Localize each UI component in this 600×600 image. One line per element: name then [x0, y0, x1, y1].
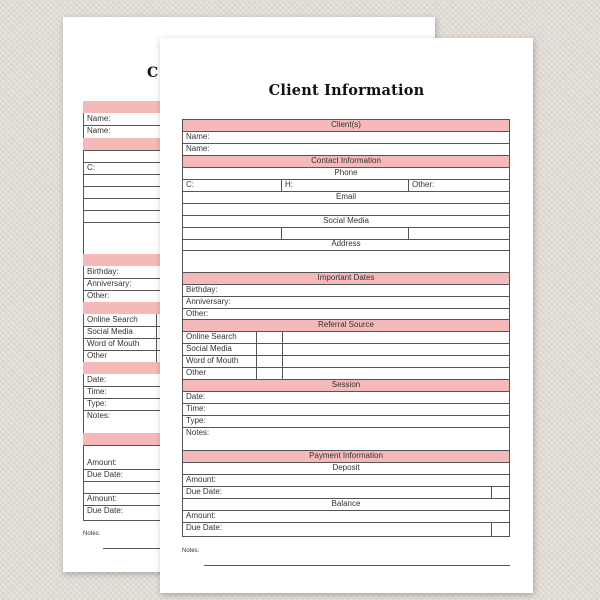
session-notes: Notes: [186, 428, 210, 437]
divider [182, 403, 510, 404]
divider [182, 131, 510, 132]
clients-header: Client(s) [331, 120, 361, 129]
session-type: Type: [186, 416, 206, 425]
birthday-field: Birthday: [186, 285, 218, 294]
divider [182, 179, 510, 180]
divider [182, 486, 510, 487]
name-field-2: Name: [186, 144, 210, 153]
back-amount-1: Amount: [87, 458, 117, 467]
divider [182, 308, 510, 309]
back-social: Social Media [87, 327, 133, 336]
session-header: Session [331, 380, 361, 389]
divider [182, 227, 510, 228]
divider [408, 179, 409, 191]
back-anniversary: Anniversary: [87, 279, 132, 288]
divider [491, 522, 492, 536]
back-wom: Word of Mouth [87, 339, 140, 348]
deposit-amount: Amount: [186, 475, 216, 484]
back-name-1: Name: [87, 114, 111, 123]
referral-online: Online Search [186, 332, 237, 341]
back-title: C [147, 65, 159, 81]
social-media-header: Social Media [323, 216, 369, 225]
divider [182, 510, 510, 511]
back-name-2: Name: [87, 126, 111, 135]
divider [182, 284, 510, 285]
divider [182, 367, 510, 368]
back-other2: Other [87, 351, 108, 360]
referral-wom: Word of Mouth [186, 356, 239, 365]
divider [182, 522, 510, 523]
referral-social: Social Media [186, 344, 232, 353]
divider [182, 143, 510, 144]
deposit-header: Deposit [332, 463, 360, 472]
back-online: Online Search [87, 315, 138, 324]
divider [281, 227, 282, 239]
phone-c: C: [186, 180, 194, 189]
phone-other: Other: [412, 180, 435, 189]
referral-other: Other [186, 368, 207, 377]
payment-header: Payment Information [309, 451, 383, 460]
back-time: Time: [87, 387, 107, 396]
phone-header: Phone [334, 168, 358, 177]
divider [281, 179, 282, 191]
divider [491, 486, 492, 498]
balance-amount: Amount: [186, 511, 216, 520]
back-due-1: Due Date: [87, 470, 124, 479]
phone-h: H: [285, 180, 293, 189]
divider [182, 415, 510, 416]
divider [182, 296, 510, 297]
address-header: Address [331, 239, 361, 248]
back-birthday: Birthday: [87, 267, 119, 276]
contact-header: Contact Information [311, 156, 381, 165]
back-notes: Notes: [87, 411, 111, 420]
session-date: Date: [186, 392, 206, 401]
back-c: C: [87, 163, 95, 172]
back-footer-notes: Notes: [83, 531, 101, 537]
divider [182, 391, 510, 392]
name-field-1: Name: [186, 132, 210, 141]
deposit-due-date: Due Date: [186, 487, 223, 496]
footer-notes-label: Notes: [182, 548, 200, 554]
other-date-field: Other: [186, 309, 209, 318]
footer-notes-line [204, 565, 510, 566]
page-title: Client Information [268, 82, 425, 99]
balance-due-date: Due Date: [186, 523, 223, 532]
balance-header: Balance [331, 499, 361, 508]
divider [182, 474, 510, 475]
session-time: Time: [186, 404, 206, 413]
divider [408, 227, 409, 239]
back-due-2: Due Date: [87, 506, 124, 515]
divider [182, 427, 510, 428]
referral-header: Referral Source [317, 320, 375, 329]
back-type: Type: [87, 399, 107, 408]
back-date: Date: [87, 375, 107, 384]
anniversary-field: Anniversary: [186, 297, 231, 306]
back-amount-2: Amount: [87, 494, 117, 503]
front-sheet [160, 38, 533, 593]
email-header: Email [335, 192, 356, 201]
important-dates-header: Important Dates [317, 273, 375, 282]
divider [182, 250, 510, 251]
back-other: Other: [87, 291, 110, 300]
divider [182, 203, 510, 204]
